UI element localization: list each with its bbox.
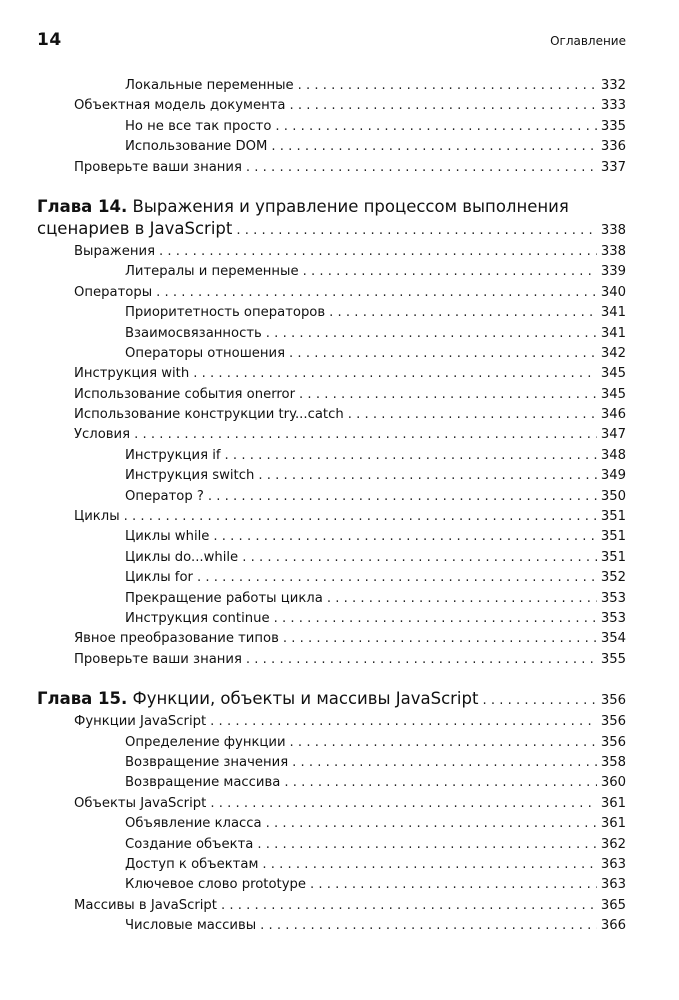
leader-dots — [246, 650, 597, 670]
toc-entry — [37, 303, 626, 323]
toc-entry-page: 362 — [600, 836, 626, 852]
leader-dots — [246, 158, 597, 178]
toc-entry-page: 341 — [600, 305, 626, 321]
toc-entry — [37, 609, 626, 629]
chapter-14-heading-line2 — [37, 218, 626, 240]
chapter-14-entries — [37, 242, 626, 670]
toc-entry-page: 332 — [600, 78, 626, 93]
chapter-14-title-line1: Выражения и управление процессом выполнения — [127, 196, 569, 216]
toc-entry — [37, 364, 626, 384]
toc-entry-title: Создание объекта — [125, 836, 254, 852]
toc-entry-title: Локальные переменные — [125, 78, 294, 93]
toc-entry — [37, 527, 626, 547]
toc-entry-page: 348 — [600, 447, 626, 463]
leader-dots — [298, 76, 597, 96]
toc-entry — [37, 855, 626, 875]
toc-entry-page: 345 — [600, 366, 626, 382]
toc-entry-title: Циклы for — [125, 570, 193, 586]
toc-entry-page: 340 — [600, 284, 626, 300]
toc-entry — [37, 733, 626, 753]
toc-entry-page: 366 — [600, 918, 626, 934]
toc-entry-page: 339 — [600, 264, 626, 280]
toc-entry-title: Возвращение массива — [125, 775, 281, 791]
page-number: 14 — [37, 30, 62, 50]
toc-entry-title: Условия — [74, 427, 131, 443]
toc-entry-title: Выражения — [74, 243, 156, 259]
toc-entry-page: 350 — [600, 488, 626, 504]
chapter-14-heading-line1 — [37, 196, 626, 218]
toc-entry-page: 363 — [600, 877, 626, 893]
leader-dots — [289, 344, 597, 364]
toc-entry-title: Использование события onerror — [74, 386, 296, 402]
toc-entry-title: Взаимосвязанность — [125, 325, 262, 341]
toc-entry-title: Инструкция switch — [125, 468, 255, 484]
leader-dots — [193, 364, 597, 384]
chapter-15-heading — [37, 688, 626, 710]
leader-dots — [257, 835, 596, 855]
leader-dots — [327, 589, 597, 609]
leader-dots — [213, 527, 596, 547]
toc-entry-page: 349 — [600, 468, 626, 484]
toc-entry-page: 336 — [600, 139, 626, 155]
toc-entry-title: Ключевое слово prototype — [125, 877, 306, 893]
toc-entry — [37, 137, 626, 157]
toc-entry-title: Использование DOM — [125, 139, 268, 155]
toc-entry — [37, 753, 626, 773]
toc-entry-page: 356 — [600, 734, 626, 750]
toc-entry-title: Операторы отношения — [125, 345, 286, 361]
chapter-15-title: Функции, объекты и массивы JavaScript — [127, 689, 479, 709]
leader-dots — [208, 487, 597, 507]
toc-entry-page: 335 — [600, 118, 626, 134]
table-of-contents — [37, 76, 626, 936]
toc-entry-page: 353 — [600, 590, 626, 606]
leader-dots — [266, 324, 597, 344]
toc-entry-page: 351 — [600, 549, 626, 565]
toc-entry-title: Функции JavaScript — [74, 714, 207, 730]
toc-entry — [37, 96, 626, 116]
leader-dots — [221, 896, 597, 916]
chapter-15-entries — [37, 712, 626, 936]
toc-entry-page: 333 — [600, 98, 626, 114]
chapter-15-page: 356 — [600, 693, 626, 709]
toc-entry — [37, 548, 626, 568]
chapter-15-label: Глава 15. — [37, 689, 128, 709]
page-header — [37, 30, 626, 52]
leader-dots — [275, 117, 596, 137]
toc-entry-title: Операторы — [74, 284, 153, 300]
toc-entry-title: Определение функции — [125, 734, 286, 750]
toc-entry-title: Числовые массивы — [125, 918, 257, 934]
toc-entry-page: 352 — [600, 570, 626, 586]
toc-entry-title: Явное преобразование типов — [74, 631, 279, 647]
leader-dots — [274, 609, 597, 629]
toc-entry — [37, 794, 626, 814]
toc-entry-title: Доступ к объектам — [125, 856, 259, 872]
toc-entry-title: Объявление класса — [125, 816, 262, 832]
toc-entry — [37, 262, 626, 282]
toc-entry — [37, 712, 626, 732]
toc-entry-page: 360 — [600, 775, 626, 791]
running-title: Оглавление — [550, 34, 626, 48]
toc-entry-title: Объектная модель документа — [74, 98, 286, 114]
toc-entry — [37, 344, 626, 364]
leader-dots — [262, 855, 596, 875]
toc-entry-page: 347 — [600, 427, 626, 443]
leader-dots — [289, 96, 596, 116]
toc-entry-title: Приоритетность операторов — [125, 305, 326, 321]
toc-entry — [37, 507, 626, 527]
toc-entry-title: Инструкция if — [125, 447, 221, 463]
toc-entry-page: 356 — [600, 714, 626, 730]
toc-entry-title: Инструкция with — [74, 366, 190, 382]
chapter-15-title-wrap — [37, 688, 478, 710]
leader-dots — [260, 916, 597, 936]
toc-entry — [37, 324, 626, 344]
toc-entry — [37, 629, 626, 649]
toc-entry-page: 338 — [600, 243, 626, 259]
toc-entry-page: 363 — [600, 856, 626, 872]
leader-dots — [156, 283, 597, 303]
toc-entry-page: 351 — [600, 529, 626, 545]
toc-entry-page: 361 — [600, 816, 626, 832]
leader-dots — [329, 303, 597, 323]
toc-entry-page: 365 — [600, 897, 626, 913]
toc-entry-title: Использование конструкции try...catch — [74, 407, 344, 423]
toc-section-continued — [37, 76, 626, 178]
toc-entry — [37, 283, 626, 303]
chapter-14-label: Глава 14. — [37, 196, 128, 216]
leader-dots — [210, 712, 597, 732]
toc-entry — [37, 589, 626, 609]
toc-entry — [37, 896, 626, 916]
toc-entry-title: Циклы — [74, 509, 120, 525]
leader-dots — [134, 425, 597, 445]
toc-entry — [37, 446, 626, 466]
toc-entry — [37, 487, 626, 507]
leader-dots — [348, 405, 597, 425]
toc-entry-title: Инструкция continue — [125, 610, 270, 626]
toc-entry-page: 345 — [600, 386, 626, 402]
toc-entry — [37, 158, 626, 178]
toc-entry-title: Проверьте ваши знания — [74, 159, 242, 175]
toc-entry-title: Циклы do...while — [125, 549, 239, 565]
toc-entry — [37, 242, 626, 262]
toc-entry-page: 337 — [600, 159, 626, 175]
leader-dots — [299, 385, 597, 405]
toc-entry-page: 353 — [600, 610, 626, 626]
toc-entry — [37, 835, 626, 855]
toc-entry-page: 358 — [600, 754, 626, 770]
toc-entry-title: Возвращение значения — [125, 754, 289, 770]
leader-dots — [303, 262, 597, 282]
leader-dots — [236, 220, 596, 242]
chapter-14 — [37, 196, 626, 240]
chapter-14-title-line2: сценариев в JavaScript — [37, 218, 233, 238]
leader-dots — [242, 548, 597, 568]
toc-entry-page: 355 — [600, 651, 626, 667]
toc-entry — [37, 385, 626, 405]
toc-entry-title: Литералы и переменные — [125, 264, 299, 280]
toc-entry-page: 341 — [600, 325, 626, 341]
toc-entry-title: Прекращение работы цикла — [125, 590, 323, 606]
leader-dots — [290, 733, 597, 753]
leader-dots — [225, 446, 597, 466]
leader-dots — [310, 875, 597, 895]
toc-entry — [37, 875, 626, 895]
leader-dots — [258, 466, 596, 486]
toc-entry-title: Массивы в JavaScript — [74, 897, 217, 913]
toc-entry-page: 354 — [600, 631, 626, 647]
leader-dots — [283, 629, 597, 649]
toc-entry — [37, 773, 626, 793]
toc-entry-title: Но не все так просто — [125, 118, 272, 134]
toc-entry — [37, 76, 626, 96]
toc-entry — [37, 466, 626, 486]
leader-dots — [284, 773, 596, 793]
chapter-14-page: 338 — [600, 222, 626, 238]
leader-dots — [159, 242, 597, 262]
toc-entry-page: 351 — [600, 509, 626, 525]
leader-dots — [210, 794, 597, 814]
leader-dots — [482, 690, 596, 712]
leader-dots — [124, 507, 597, 527]
toc-entry-page: 361 — [600, 795, 626, 811]
toc-entry — [37, 916, 626, 936]
toc-entry — [37, 568, 626, 588]
toc-entry — [37, 814, 626, 834]
toc-entry-title: Циклы while — [125, 529, 210, 545]
toc-entry — [37, 425, 626, 445]
leader-dots — [271, 137, 596, 157]
toc-entry-title: Проверьте ваши знания — [74, 651, 242, 667]
toc-entry-title: Объекты JavaScript — [74, 795, 207, 811]
toc-entry — [37, 650, 626, 670]
toc-entry-page: 342 — [600, 345, 626, 361]
leader-dots — [266, 814, 597, 834]
toc-entry — [37, 117, 626, 137]
leader-dots — [197, 568, 597, 588]
toc-entry-title: Оператор ? — [125, 488, 204, 504]
leader-dots — [292, 753, 597, 773]
toc-entry — [37, 405, 626, 425]
chapter-15 — [37, 688, 626, 710]
toc-entry-page: 346 — [600, 407, 626, 423]
